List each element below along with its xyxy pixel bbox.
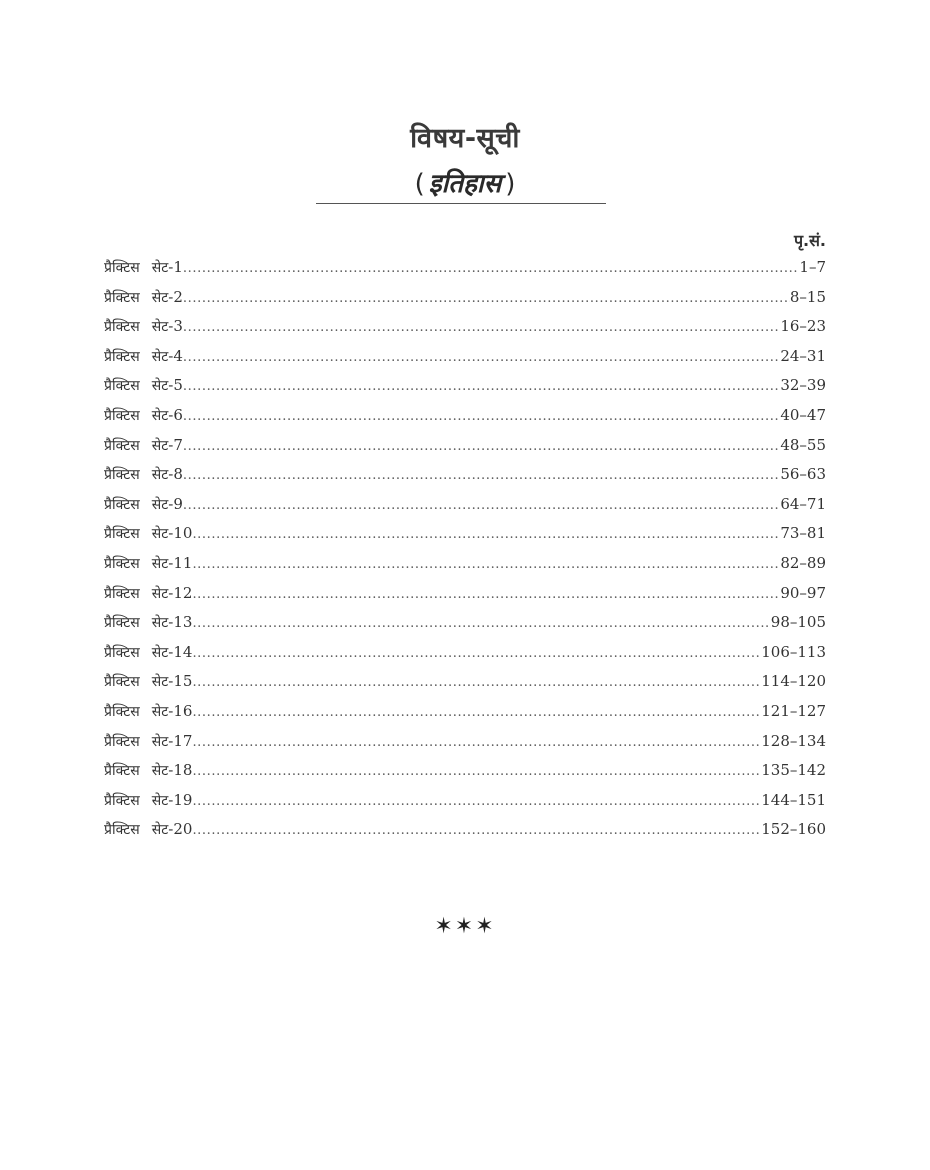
toc-entry-label-word1: प्रैक्टिस [104, 289, 140, 306]
toc-entry-leader-dots [192, 823, 761, 838]
toc-entry-page-range: 106–113 [761, 642, 826, 661]
title-underline [316, 203, 606, 204]
toc-entry [104, 406, 826, 436]
toc-entry-page-range: 82–89 [780, 553, 826, 572]
toc-entry [104, 761, 826, 791]
toc-entry-page-range: 73–81 [780, 524, 826, 543]
toc-entry-leader-dots [183, 291, 790, 306]
toc-entry-label [104, 643, 192, 662]
toc-entry-leader-dots [183, 409, 780, 424]
toc-entry-label [104, 495, 183, 514]
subtitle-open-paren: ( [414, 169, 425, 199]
ornament-stars: ✶✶✶ [434, 914, 496, 939]
toc-entry-label-word1: प्रैक्टिस [104, 526, 140, 543]
toc-entry-label-word2: सेट [151, 467, 169, 484]
toc-entry-set-number: -1 [168, 258, 183, 276]
toc-entry-leader-dots [192, 587, 780, 602]
toc-entry-label-word2: सेट [151, 348, 169, 365]
toc-entry-set-number: -15 [168, 672, 193, 691]
toc-entry [104, 258, 826, 288]
toc-entry-label [104, 347, 183, 366]
toc-entry [104, 643, 826, 673]
toc-entry [104, 436, 826, 466]
toc-entry-leader-dots [183, 439, 780, 454]
toc-entry-label-word1: प्रैक्टिस [104, 260, 140, 276]
toc-entry-label-word1: प्रैक्टिस [104, 822, 140, 839]
toc-entry-label-word2: सेट [151, 822, 169, 839]
toc-entry-page-range: 24–31 [780, 346, 826, 365]
page-title: विषय-सूची [410, 123, 520, 154]
toc-entry-label-word1: प्रैक्टिस [104, 763, 140, 780]
toc-entry-label-word2: सेट [151, 792, 169, 809]
toc-entry-set-number: -9 [168, 494, 183, 513]
toc-entry [104, 613, 826, 643]
toc-entry [104, 288, 826, 318]
toc-entry-label-word2: सेट [151, 496, 169, 513]
toc-entry-label-word2: सेट [151, 733, 169, 750]
toc-entry-label [104, 436, 183, 455]
toc-entry-page-range: 64–71 [780, 494, 826, 513]
toc-entry [104, 317, 826, 347]
toc-entry-leader-dots [183, 320, 780, 335]
toc-entry-label [104, 761, 192, 780]
toc-entry-set-number: -12 [168, 583, 193, 602]
toc-entry-label-word2: सेट [151, 703, 169, 720]
toc-entry [104, 584, 826, 614]
toc-entry [104, 524, 826, 554]
toc-entry-page-range: 56–63 [780, 465, 826, 484]
toc-entry-page-range: 90–97 [780, 583, 826, 602]
toc-entry-label-word1: प्रैक्टिस [104, 407, 140, 424]
toc-entry-set-number: -13 [168, 613, 193, 632]
toc-entry-set-number: -20 [168, 820, 193, 839]
toc-entry-label-word1: प्रैक्टिस [104, 319, 140, 336]
toc-entry-page-range: 135–142 [761, 761, 826, 780]
toc-entry-set-number: -19 [168, 790, 193, 809]
toc-entry-label [104, 465, 183, 484]
toc-entry-label-word1: प्रैक्टिस [104, 615, 140, 632]
toc-entry-label-word1: प्रैक्टिस [104, 733, 140, 750]
toc-entry-leader-dots [183, 261, 800, 276]
toc-entry-label [104, 820, 192, 839]
toc-entry-leader-dots [192, 764, 761, 779]
toc-entry-page-range: 152–160 [761, 820, 826, 839]
toc-entry-leader-dots [192, 794, 761, 809]
toc-entry [104, 495, 826, 525]
toc-entry-label-word2: सेट [151, 674, 169, 691]
toc-entry-label [104, 554, 192, 573]
toc-entry-label-word2: सेट [151, 437, 169, 454]
toc-entry-label [104, 672, 192, 691]
toc-entry-set-number: -10 [168, 524, 193, 543]
toc-entry-label [104, 732, 192, 751]
toc-entry-page-range: 128–134 [761, 731, 826, 750]
toc-entry [104, 791, 826, 821]
table-of-contents [104, 258, 826, 850]
toc-entry-leader-dots [192, 616, 770, 631]
toc-entry [104, 672, 826, 702]
toc-entry-label-word2: सेट [151, 260, 169, 276]
toc-entry-label-word2: सेट [151, 526, 169, 543]
toc-entry-label [104, 791, 192, 810]
toc-entry [104, 702, 826, 732]
toc-entry-page-range: 40–47 [780, 405, 826, 424]
toc-entry-label-word2: सेट [151, 763, 169, 780]
toc-entry-leader-dots [183, 379, 780, 394]
toc-entry-label-word1: प्रैक्टिस [104, 555, 140, 572]
toc-entry-label-word1: प्रैक्टिस [104, 496, 140, 513]
toc-entry-set-number: -18 [168, 761, 193, 780]
toc-entry-label [104, 702, 192, 721]
toc-entry-label-word1: प्रैक्टिस [104, 703, 140, 720]
toc-entry-label-word2: सेट [151, 378, 169, 395]
toc-entry-page-range: 121–127 [761, 701, 826, 720]
toc-entry-page-range: 8–15 [789, 287, 826, 306]
toc-entry-set-number: -16 [168, 701, 193, 720]
toc-entry-leader-dots [192, 557, 780, 572]
toc-entry-label-word1: प्रैक्टिस [104, 644, 140, 661]
toc-entry-page-range: 98–105 [770, 613, 826, 632]
toc-entry-label-word2: सेट [151, 555, 169, 572]
toc-entry-label-word1: प्रैक्टिस [104, 792, 140, 809]
toc-entry-leader-dots [183, 350, 780, 365]
toc-entry [104, 554, 826, 584]
toc-entry-label-word1: प्रैक्टिस [104, 378, 140, 395]
toc-entry-label [104, 376, 183, 395]
toc-entry-page-range: 114–120 [761, 672, 826, 691]
toc-entry-set-number: -11 [168, 553, 193, 572]
toc-entry-leader-dots [192, 527, 780, 542]
toc-entry-label-word2: सेट [151, 319, 169, 336]
toc-entry-page-range: 144–151 [761, 790, 826, 809]
subtitle [0, 164, 930, 200]
toc-entry-label [104, 258, 183, 277]
toc-entry-page-range: 16–23 [780, 317, 826, 336]
subtitle-close-paren: ) [505, 169, 516, 199]
toc-entry-leader-dots [192, 646, 761, 661]
toc-entry-label-word2: सेट [151, 407, 169, 424]
toc-entry-set-number: -8 [168, 465, 183, 484]
toc-entry-leader-dots [192, 675, 761, 690]
toc-entry-set-number: -2 [168, 287, 183, 306]
toc-entry-label-word1: प्रैक्टिस [104, 348, 140, 365]
toc-entry-page-range: 48–55 [780, 435, 826, 454]
toc-entry-set-number: -4 [168, 346, 183, 365]
toc-entry-leader-dots [183, 498, 780, 513]
toc-entry [104, 732, 826, 762]
toc-entry-set-number: -14 [168, 642, 193, 661]
toc-entry-label-word1: प्रैक्टिस [104, 585, 140, 602]
toc-entry [104, 347, 826, 377]
toc-entry-label-word1: प्रैक्टिस [104, 437, 140, 454]
toc-entry-label-word1: प्रैक्टिस [104, 467, 140, 484]
toc-entry-leader-dots [183, 468, 780, 483]
toc-entry-label [104, 584, 192, 603]
toc-entry-set-number: -5 [168, 376, 183, 395]
toc-entry-label-word2: सेट [151, 585, 169, 602]
toc-entry-label [104, 406, 183, 425]
toc-entry-leader-dots [192, 705, 761, 720]
toc-entry [104, 465, 826, 495]
toc-entry-label-word2: सेट [151, 289, 169, 306]
subtitle-subject: इतिहास [428, 169, 502, 199]
toc-entry [104, 820, 826, 850]
toc-entry-label [104, 524, 192, 543]
toc-entry-set-number: -7 [168, 435, 183, 454]
toc-entry-label [104, 317, 183, 336]
toc-entry-set-number: -6 [168, 405, 183, 424]
toc-entry-set-number: -17 [168, 731, 193, 750]
toc-entry-leader-dots [192, 735, 761, 750]
toc-entry-page-range: 32–39 [780, 376, 826, 395]
toc-entry-label-word1: प्रैक्टिस [104, 674, 140, 691]
toc-entry [104, 376, 826, 406]
toc-entry-label-word2: सेट [151, 644, 169, 661]
toc-entry-label [104, 613, 192, 632]
toc-entry-label-word2: सेट [151, 615, 169, 632]
toc-entry-page-range: 1–7 [799, 258, 826, 276]
page-number-column-header: पृ.सं. [793, 231, 826, 250]
toc-entry-label [104, 288, 183, 307]
toc-entry-set-number: -3 [168, 317, 183, 336]
